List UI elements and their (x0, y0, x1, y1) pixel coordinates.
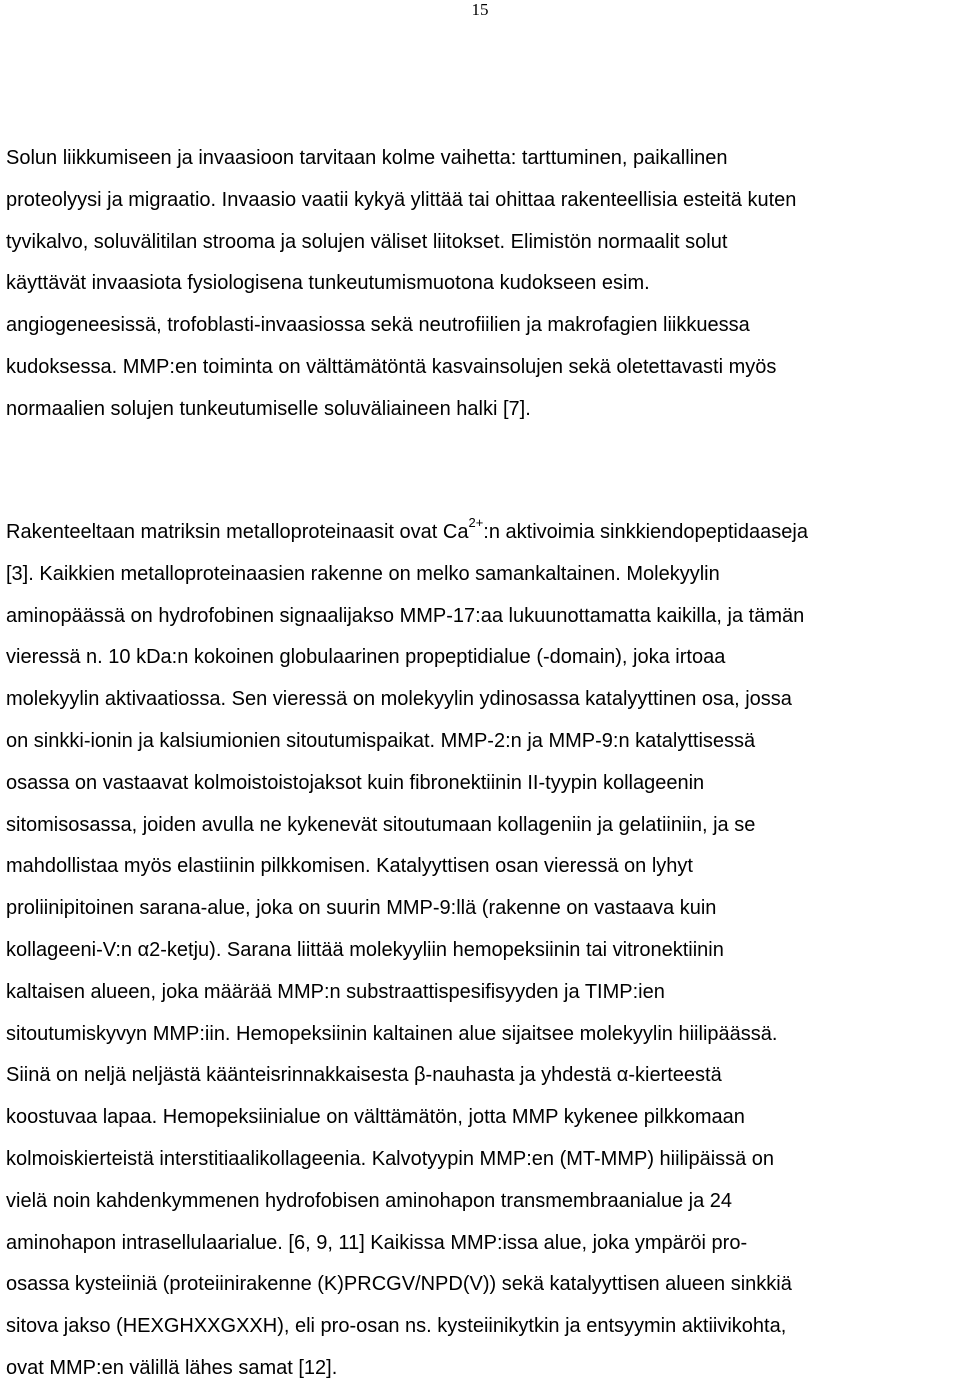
text-line: osassa on vastaavat kolmoistoistojaksot kuin fibronektiinin II-tyypin kollageenin (6, 771, 705, 794)
superscript-charge: 2+ (468, 515, 484, 531)
text-line: angiogeneesissä, trofoblasti-invaasiossa sekä neutrofiilien ja makrofagien liikkuessa (6, 314, 750, 337)
text-line: proliinipitoinen sarana-alue, joka on suurin MMP-9:llä (rakenne on vastaava kuin (6, 897, 717, 920)
text-line: on sinkki-ionin ja kalsiumionien sitoutumispaikat. MMP-2:n ja MMP-9:n katalyttisessä (6, 729, 756, 752)
text-line: tyvikalvo, soluvälitilan strooma ja solujen väliset liitokset. Elimistön normaalit solut (6, 230, 728, 253)
text-line: kudoksessa. MMP:en toiminta on välttämätöntä kasvainsolujen sekä oletettavasti myös (6, 355, 777, 378)
text-line: sitoutumiskyvyn MMP:iin. Hemopeksiinin kaltainen alue sijaitsee molekyylin hiilipäässä. (6, 1022, 778, 1045)
text-line: aminohapon intrasellulaarialue. [6, 9, 11] Kaikissa MMP:issa alue, joka ympäröi pro- (6, 1231, 748, 1254)
text-line: [3]. Kaikkien metalloproteinaasien rakenne on melko samankaltainen. Molekyylin (6, 562, 720, 585)
page-number: 15 (471, 0, 489, 19)
text-line: kolmoiskierteistä interstitiaalikollageenia. Kalvotyypin MMP:en (MT-MMP) hiilipäissä on (6, 1147, 775, 1170)
text-line: kollageeni-V:n α2-ketju). Sarana liittää molekyyliin hemopeksiinin tai vitronektiinin (6, 938, 724, 961)
text-line: molekyylin aktivaatiossa. Sen vieressä on molekyylin ydinosassa katalyyttinen osa, jossa (6, 688, 792, 711)
text-line: koostuvaa lapaa. Hemopeksiinialue on välttämätön, jotta MMP kykenee pilkkomaan (6, 1106, 745, 1129)
text-line: osassa kysteiiniä (proteiinirakenne (K)PRCGV/NPD(V)) sekä katalyyttisen alueen sinkkiä (6, 1273, 792, 1296)
text-fragment: :n aktivoimia sinkkiendopeptidaaseja (483, 521, 808, 543)
text-line: ovat MMP:en välillä lähes samat [12]. (6, 1356, 338, 1379)
paragraph-cell-invasion (6, 138, 954, 431)
text-line-first (6, 512, 954, 554)
text-line: Solun liikkumiseen ja invaasioon tarvitaan kolme vaihetta: tarttuminen, paikallinen (6, 147, 728, 169)
text-line: sitova jakso (HEXGHXXGXXH), eli pro-osan ns. kysteiinikytkin ja entsyymin aktiivikohta, (6, 1315, 787, 1338)
text-line: vielä noin kahdenkymmenen hydrofobisen aminohapon transmembraanialue ja 24 (6, 1189, 733, 1212)
text-line: aminopäässä on hydrofobinen signaalijakso MMP-17:aa lukuunottamatta kaikilla, ja tämän (6, 604, 805, 627)
text-line: kaltaisen alueen, joka määrää MMP:n substraattispesifisyyden ja TIMP:ien (6, 980, 665, 1003)
text-line: sitomisosassa, joiden avulla ne kykenevät sitoutumaan kollageniin ja gelatiiniin, ja se (6, 813, 756, 836)
paragraph-mmp-structure (6, 512, 954, 1390)
text-fragment: Rakenteeltaan matriksin metalloproteinaasit ovat Ca (6, 521, 469, 543)
text-line: normaalien solujen tunkeutumiselle soluväliaineen halki [7]. (6, 397, 531, 420)
text-line: käyttävät invaasiota fysiologisena tunkeutumismuotona kudokseen esim. (6, 272, 650, 295)
text-line: proteolyysi ja migraatio. Invaasio vaatii kykyä ylittää tai ohittaa rakenteellisia esteitä kuten (6, 188, 797, 211)
text-line: Siinä on neljä neljästä käänteisrinnakkaisesta β-nauhasta ja yhdestä α-kierteestä (6, 1064, 722, 1087)
text-line: mahdollistaa myös elastiinin pilkkomisen. Katalyyttisen osan vieressä on lyhyt (6, 855, 693, 878)
text-line: vieressä n. 10 kDa:n kokoinen globulaarinen propeptidialue (-domain), joka irtoaa (6, 646, 726, 669)
